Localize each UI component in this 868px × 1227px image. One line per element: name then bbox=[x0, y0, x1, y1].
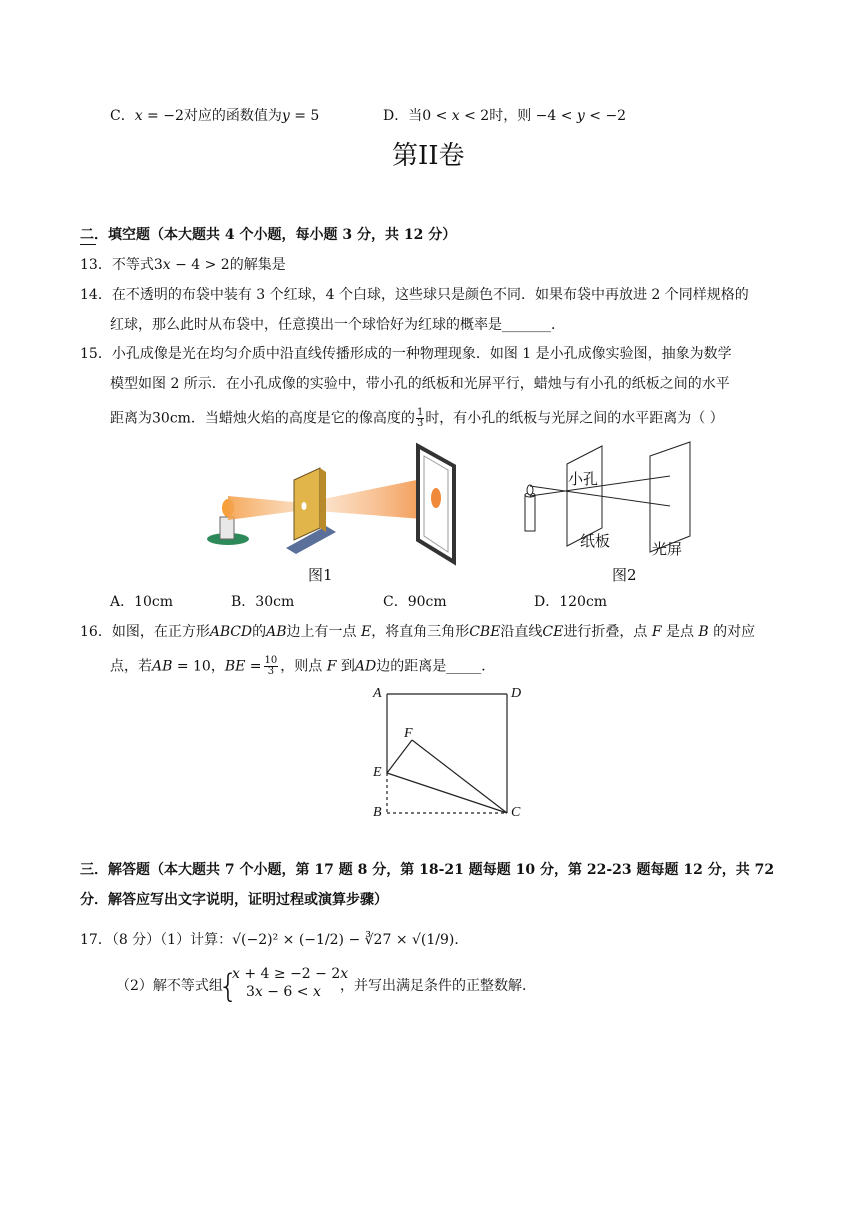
fig2-label-screen: 光屏 bbox=[652, 540, 683, 558]
q17-ineq1: 𝑥 + 4 ≥ −2 − 2𝑥 bbox=[232, 966, 349, 982]
segment-ec bbox=[387, 773, 507, 813]
q16-frac-den: 3 bbox=[267, 666, 275, 677]
point-c: C bbox=[511, 805, 521, 820]
q15-option-d: D．120cm bbox=[534, 594, 608, 610]
q15-option-b: B．30cm bbox=[231, 594, 295, 610]
q17-part2-prefix: （2）解不等式组 bbox=[116, 978, 223, 994]
fig2-caption: 图2 bbox=[612, 566, 637, 584]
point-a: A bbox=[373, 686, 382, 701]
part-title: 第II卷 bbox=[392, 141, 465, 171]
q15-line3 bbox=[110, 408, 724, 429]
q15-line1: 15．小孔成像是光在均匀介质中沿直线传播形成的一种物理现象．如图 1 是小孔成像实验图，抽象为数学 bbox=[80, 346, 732, 362]
q15-line3-b: 时，有小孔的纸板与光屏之间的水平距离为（ ） bbox=[425, 410, 724, 427]
point-e: E bbox=[373, 765, 382, 780]
q15-option-c: C．90cm bbox=[383, 594, 447, 610]
point-b: B bbox=[373, 805, 382, 820]
system-brace: { bbox=[218, 967, 239, 1005]
q15-frac-den: 3 bbox=[416, 418, 424, 429]
segment-ef bbox=[387, 740, 412, 773]
section3-line2: 分．解答应写出文字说明，证明过程或演算步骤） bbox=[80, 892, 388, 908]
candle-body bbox=[220, 517, 234, 539]
figure1-pinhole-experiment bbox=[200, 440, 470, 570]
q15-option-a: A．10cm bbox=[110, 594, 174, 610]
q17-part1-prefix: 17．（8 分）（1）计算： bbox=[80, 932, 233, 948]
q17-part1 bbox=[80, 930, 468, 950]
q17-part2-suffix: ，并写出满足条件的正整数解． bbox=[340, 978, 536, 994]
q16-frac-num: 10 bbox=[264, 655, 278, 666]
section2-heading: 二．填空题（本大题共 4 个小题，每小题 3 分，共 12 分） bbox=[80, 227, 457, 243]
q16-line2-b: ，则点 𝐹 到𝐴𝐷边的距离是_____． bbox=[280, 658, 496, 675]
section3-line1: 三．解答题（本大题共 7 个小题，第 17 题 8 分，第 18-21 题每题 10 分，第 22-23 题每题 12 分，共 72 bbox=[80, 862, 775, 878]
q13-text: 13．不等式3𝑥 − 4 > 2的解集是 bbox=[80, 257, 286, 273]
q16-line2-a: 点，若𝐴𝐵 = 10，𝐵𝐸 = bbox=[110, 658, 262, 675]
pinhole-board bbox=[294, 468, 320, 540]
q14-line2: 红球，那么此时从布袋中，任意摸出一个球恰好为红球的概率是_______． bbox=[110, 317, 565, 333]
q17-part1-expr: √(−2)² × (−1/2) − ∛27 × √(1/9)． bbox=[232, 932, 469, 948]
q15-fraction bbox=[416, 408, 424, 429]
q16-line1: 16．如图，在正方形𝐴𝐵𝐶𝐷的𝐴𝐵边上有一点 𝐸，将直角三角形𝐶𝐵𝐸沿直线𝐶𝐸进行折叠，点 𝐹 是点 𝐵 的对应 bbox=[80, 624, 756, 640]
candle-model bbox=[525, 495, 535, 531]
fig2-label-board: 纸板 bbox=[580, 532, 611, 550]
segment-fc bbox=[412, 740, 507, 813]
q16-line2 bbox=[110, 656, 495, 677]
flame-image bbox=[431, 488, 441, 508]
pinhole bbox=[302, 502, 307, 510]
fig2-label-hole: 小孔 bbox=[568, 470, 599, 488]
fig1-caption: 图1 bbox=[308, 566, 333, 584]
option-c: C．𝑥 = −2对应的函数值为𝑦 = 5 bbox=[110, 108, 320, 124]
point-d: D bbox=[511, 686, 522, 701]
q17-ineq2: 3𝑥 − 6 < 𝑥 bbox=[246, 984, 321, 1000]
q16-fraction bbox=[264, 656, 279, 677]
q15-frac-num: 1 bbox=[416, 407, 424, 418]
q14-line1: 14．在不透明的布袋中装有 3 个红球，4 个白球，这些球只是颜色不同．如果布袋中再放进 2 个同样规格的 bbox=[80, 287, 749, 303]
screen-model bbox=[650, 442, 690, 552]
q15-line2: 模型如图 2 所示．在小孔成像的实验中，带小孔的纸板和光屏平行，蜡烛与有小孔的纸板之间的水平 bbox=[110, 376, 730, 392]
section2-underline bbox=[80, 244, 96, 245]
point-f: F bbox=[404, 726, 413, 741]
figure-square-abcd bbox=[370, 685, 530, 825]
q15-line3-a: 距离为30cm．当蜡烛火焰的高度是它的像高度的 bbox=[110, 410, 415, 427]
option-d: D．当0 < 𝑥 < 2时，则 −4 < 𝑦 < −2 bbox=[383, 108, 627, 124]
light-beam-left bbox=[228, 496, 304, 520]
